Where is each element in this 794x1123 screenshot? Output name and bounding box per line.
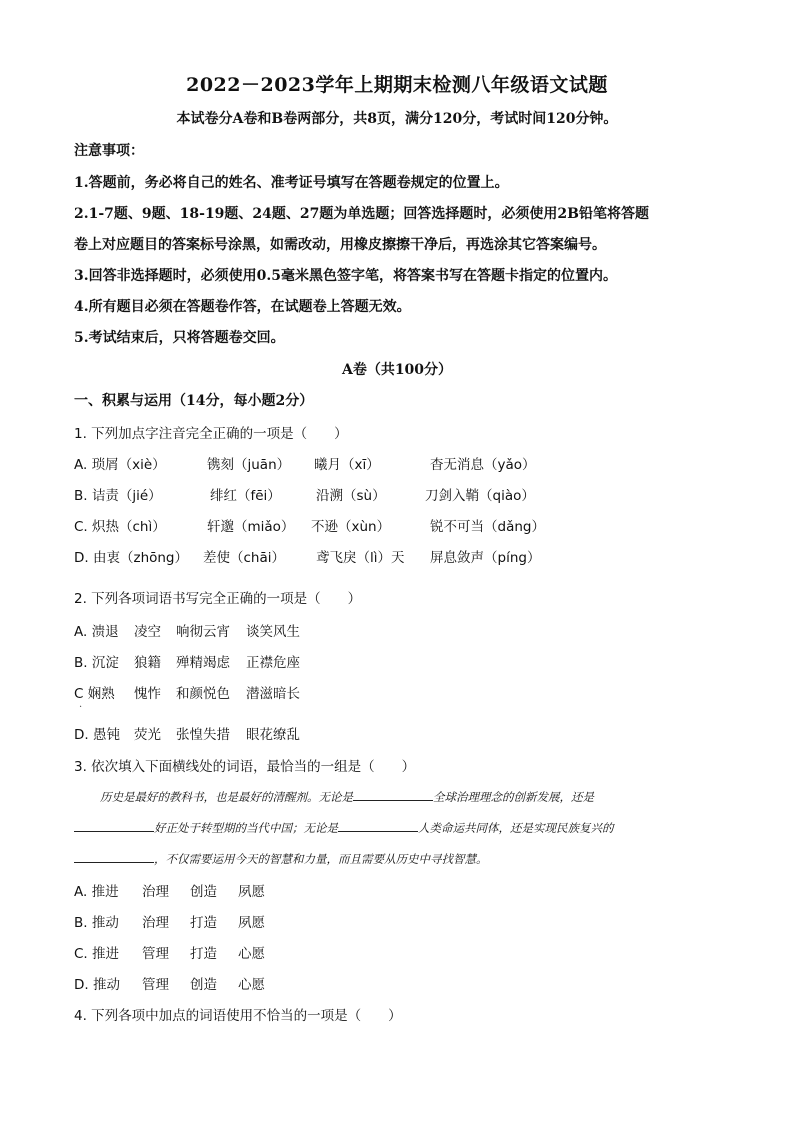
fill-blank — [353, 788, 433, 801]
q1-option-c-3: 不逊（xùn） — [311, 519, 391, 535]
q3-option-c-1: C. 推进 — [74, 946, 120, 962]
q2-option-c-1: C 娴熟 — [74, 686, 115, 702]
q2-option-b-4: 正襟危座 — [246, 655, 300, 671]
q2-option-b-2: 狼籍 — [134, 655, 161, 671]
note-item: 2.1-7题、9题、18-19题、24题、27题为单选题；回答选择题时，必须使用2B铅笔将答题 — [74, 206, 649, 222]
note-item: 1.答题前，务必将自己的姓名、准考证号填写在答题卷规定的位置上。 — [74, 175, 509, 191]
q3-option-c-2: 管理 — [142, 946, 169, 962]
note-item: 3.回答非选择题时，必须使用0.5毫米黑色签字笔，将答案书写在答题卡指定的位置内。 — [74, 268, 617, 284]
note-item: 4.所有题目必须在答题卷作答，在试题卷上答题无效。 — [74, 299, 411, 315]
q3-option-a-2: 治理 — [142, 884, 169, 900]
passage-line-1 — [100, 788, 594, 805]
q3-option-a-1: A. 推进 — [74, 884, 119, 900]
q2-option-c-4: 潜滋暗长 — [246, 686, 300, 702]
q1-option-d-4: 屏息敛声（píng） — [430, 550, 541, 566]
q1-option-c-1: C. 炽热（chì） — [74, 519, 166, 535]
q2-option-b-3: 殚精竭虑 — [176, 655, 230, 671]
passage-text: 好正处于转型期的当代中国；无论是 — [154, 821, 338, 835]
section-a-title: A卷（共100分） — [341, 362, 453, 378]
passage-text: 历史是最好的教科书，也是最好的清醒剂。无论是 — [100, 790, 353, 804]
q1-option-c-4: 锐不可当（dǎng） — [430, 519, 545, 535]
q1-option-b-1: B. 诘责（jié） — [74, 488, 162, 504]
q3-option-d-2: 管理 — [142, 977, 169, 993]
passage-line-2 — [74, 819, 614, 836]
q2-option-a-4: 谈笑风生 — [246, 624, 300, 640]
q1-option-a-3: 曦月（xī） — [314, 457, 380, 473]
fill-blank — [338, 819, 418, 832]
q1-option-c-2: 轩邈（miǎo） — [207, 519, 295, 535]
question-4-stem: 4. 下列各项中加点的词语使用不恰当的一项是（ ） — [74, 1008, 402, 1024]
q3-option-d-1: D. 推动 — [74, 977, 120, 993]
q3-option-c-4: 心愿 — [238, 946, 265, 962]
q3-option-d-4: 心愿 — [238, 977, 265, 993]
fill-blank — [74, 850, 154, 863]
q2-option-a-1: A. 溃退 — [74, 624, 119, 640]
q3-option-b-2: 治理 — [142, 915, 169, 931]
q2-option-d-2: 荧光 — [134, 727, 161, 743]
q2-option-c-2: 愧怍 — [134, 686, 161, 702]
note-item: 5.考试结束后，只将答题卷交回。 — [74, 330, 285, 346]
q2-option-a-3: 响彻云宵 — [176, 624, 230, 640]
question-2-stem: 2. 下列各项词语书写完全正确的一项是（ ） — [74, 591, 362, 607]
q2-option-d-3: 张惶失措 — [176, 727, 230, 743]
q2-option-d-1: D. 愚钝 — [74, 727, 120, 743]
q2-option-c-3: 和颜悦色 — [176, 686, 230, 702]
q3-option-b-4: 夙愿 — [238, 915, 265, 931]
q3-option-b-1: B. 推动 — [74, 915, 119, 931]
q3-option-c-3: 打造 — [190, 946, 217, 962]
q1-option-a-1: A. 琐屑（xiè） — [74, 457, 166, 473]
page-title: 2022－2023学年上期期末检测八年级语文试题 — [186, 74, 608, 96]
passage-line-3 — [74, 850, 488, 867]
q3-option-a-3: 创造 — [190, 884, 217, 900]
q3-option-d-3: 创造 — [190, 977, 217, 993]
q1-option-d-2: 差使（chāi） — [203, 550, 286, 566]
q2-option-b-1: B. 沉淀 — [74, 655, 119, 671]
question-3-stem: 3. 依次填入下面横线处的词语，最恰当的一组是（ ） — [74, 759, 416, 775]
stray-mark: · — [79, 702, 83, 713]
q1-option-d-3: 鸢飞戾（lì）天 — [316, 550, 405, 566]
q3-option-a-4: 夙愿 — [238, 884, 265, 900]
q1-option-b-3: 沿溯（sù） — [316, 488, 386, 504]
note-item: 卷上对应题目的答案标号涂黑，如需改动，用橡皮擦擦干净后，再选涂其它答案编号。 — [74, 237, 606, 253]
q1-option-d-1: D. 由衷（zhōng） — [74, 550, 189, 566]
q1-option-b-2: 绯红（fēi） — [210, 488, 281, 504]
passage-text: 全球治理理念的创新发展，还是 — [433, 790, 594, 804]
q1-option-b-4: 刀剑入鞘（qiào） — [425, 488, 535, 504]
passage-text: 人类命运共同体，还是实现民族复兴的 — [418, 821, 614, 835]
question-1-stem: 1. 下列加点字注音完全正确的一项是（ ） — [74, 426, 348, 442]
q2-option-a-2: 凌空 — [134, 624, 161, 640]
q2-option-d-4: 眼花缭乱 — [246, 727, 300, 743]
passage-text: ，不仅需要运用今天的智慧和力量，而且需要从历史中寻找智慧。 — [154, 852, 488, 866]
exam-description: 本试卷分A卷和B卷两部分，共8页，满分120分，考试时间120分钟。 — [176, 111, 618, 127]
notes-heading: 注意事项： — [74, 143, 144, 159]
q3-option-b-3: 打造 — [190, 915, 217, 931]
part-one-heading: 一、积累与运用（14分，每小题2分） — [74, 393, 314, 409]
q1-option-a-4: 杳无消息（yǎo） — [430, 457, 536, 473]
fill-blank — [74, 819, 154, 832]
q1-option-a-2: 镌刻（juān） — [207, 457, 291, 473]
